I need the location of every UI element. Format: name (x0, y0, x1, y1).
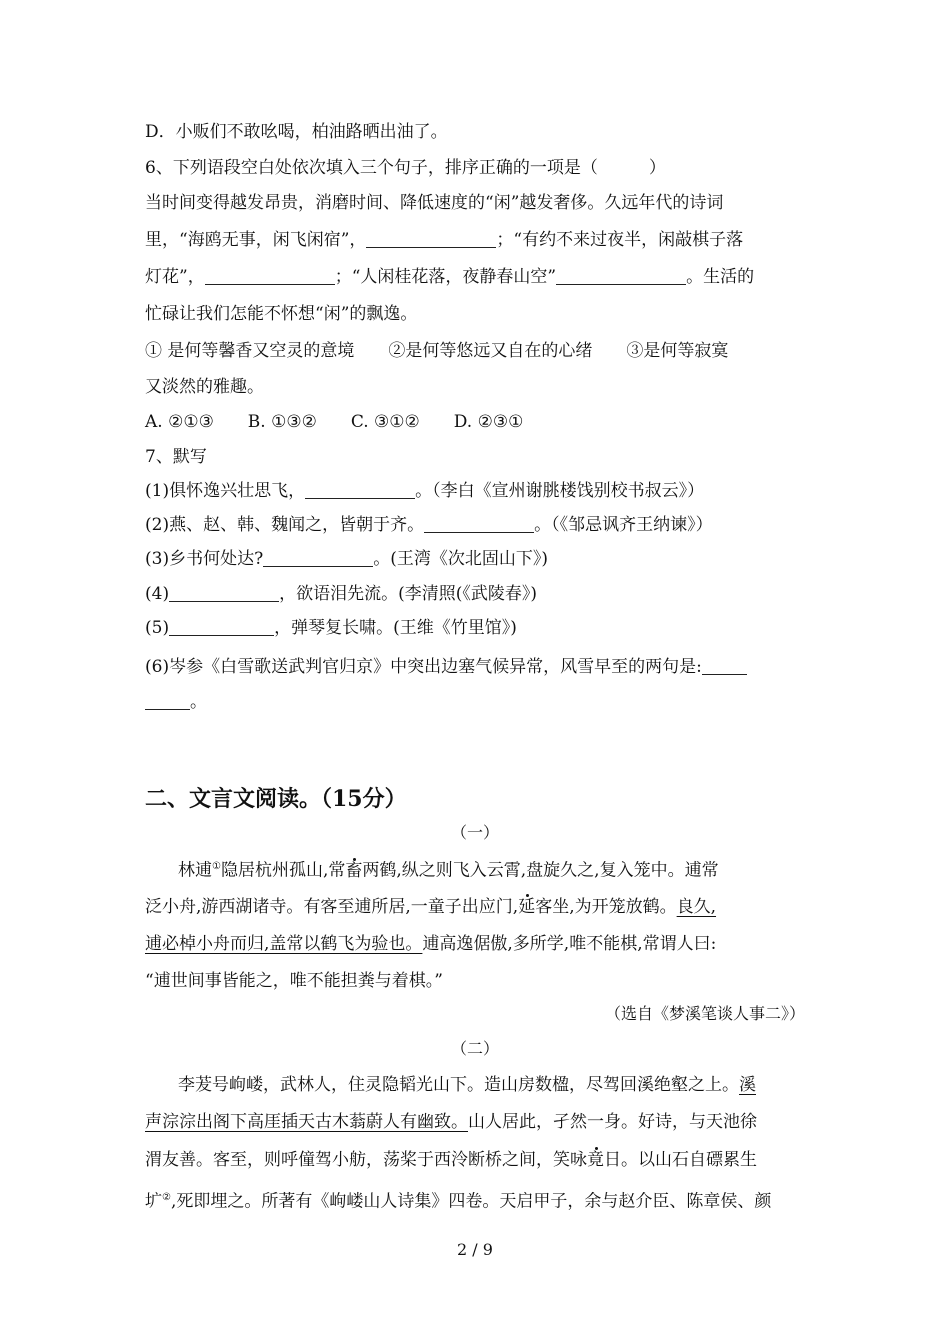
q7-item-continued: 。 (145, 690, 207, 714)
q6-passage-line: 忙碌让我们怎能不怀想“闲”的飘逸。 (145, 304, 418, 324)
emphasis-dot: 延 (518, 897, 536, 917)
section-heading: 二、文言文阅读。（15分） (145, 786, 407, 812)
passage-line: 声淙淙出阁下高厓插天古木蓊蔚人有幽致。山人居此，孑然一身。好诗，与天池徐 (145, 1112, 757, 1132)
passage-line: 泛小舟,游西湖诸寺。有客至逋所居,一童子出应门,延客坐,为开笼放鹤。良久, (145, 897, 717, 917)
passage-line: “逋世间事皆能之，唯不能担粪与着棋。” (145, 971, 443, 991)
source-citation: （选自《梦溪笔谈人事二》） (604, 1004, 805, 1023)
underlined-sentence: 溪 (739, 1075, 756, 1095)
passage-line: 林逋①隐居杭州孤山,常畜两鹤,纵之则飞入云霄,盘旋久之,复入笼中。逋常 (178, 860, 719, 881)
underlined-sentence: 良久, (676, 897, 717, 917)
q7-item: (4) ，欲语泪先流。(李清照(《武陵春》) (145, 584, 537, 604)
emphasis-dot: 竟 (587, 1150, 604, 1170)
q6-passage-line: 当时间变得越发昂贵，消磨时间、降低速度的“闲”越发奢侈。久远年代的诗词 (145, 193, 724, 213)
blank-line (702, 658, 747, 675)
blank-line (556, 268, 686, 285)
blank-line (169, 619, 274, 636)
page-number: 2 / 9 (457, 1240, 493, 1259)
q6-passage-line: 里，“海鸥无事，闲飞闲宿”， ；“有约不来过夜半，闲敲棋子落 (145, 230, 744, 250)
passage-line: 圹②,死即埋之。所著有《岣嵝山人诗集》四卷。天启甲子，余与赵介臣、陈章侯、颜 (145, 1191, 772, 1212)
q6-options: ① 是何等馨香又空灵的意境 ②是何等悠远又自在的心绪 ③是何等寂寞 (145, 341, 729, 361)
passage-line: 李茇号岣嵝，武林人，住灵隐韬光山下。造山房数楹，尽驾回溪绝壑之上。溪 (178, 1075, 756, 1095)
q6-answer-choices: A. ②①③ B. ①③② C. ③①② D. ②③① (145, 412, 524, 432)
blank-line (305, 482, 415, 499)
q7-item: (1)俱怀逸兴壮思飞， 。（李白《宣州谢朓楼饯别校书叔云》） (145, 481, 705, 501)
blank-line (145, 693, 190, 710)
q7-item: (3)乡书何处达? 。(王湾《次北固山下》) (145, 549, 548, 569)
passage-line: 渭友善。客至，则呼僮驾小舫，荡桨于西泠断桥之间，笑咏竟日。以山石自磦累生 (145, 1150, 757, 1170)
part-label: （一） (450, 823, 499, 842)
underlined-sentence: 逋必棹小舟而归,盖常以鹤飞为验也。 (145, 934, 423, 954)
q6-passage-line: 灯花”， ；“人闲桂花落，夜静春山空” 。生活的 (145, 267, 755, 287)
emphasis-dot: 畜 (345, 860, 363, 881)
q7-item: (5) ，弹琴复长啸。(王维《竹里馆》) (145, 618, 517, 638)
underlined-sentence: 声淙淙出阁下高厓插天古木蓊蔚人有幽致。 (145, 1112, 468, 1132)
blank-line (205, 268, 335, 285)
q7-title: 7、默写 (145, 447, 207, 467)
q5-option-d: D．小贩们不敢吆喝，柏油路晒出油了。 (145, 122, 448, 142)
passage-line: 逋必棹小舟而归,盖常以鹤飞为验也。逋高逸倨傲,多所学,唯不能棋,常谓人曰: (145, 934, 717, 954)
q6-prompt: 6、下列语段空白处依次填入三个句子，排序正确的一项是（ ） (145, 158, 666, 178)
q6-options: 又淡然的雅趣。 (145, 377, 264, 397)
part-label: （二） (450, 1039, 499, 1058)
q7-item: (2)燕、赵、韩、魏闻之，皆朝于齐。 。（《邹忌讽齐王纳谏》） (145, 515, 713, 535)
blank-line (169, 585, 279, 602)
blank-line (366, 231, 496, 248)
q7-item: (6)岑参《白雪歌送武判官归京》中突出边塞气候异常，风雪早至的两句是: (145, 655, 747, 679)
blank-line (424, 516, 534, 533)
blank-line (263, 550, 373, 567)
